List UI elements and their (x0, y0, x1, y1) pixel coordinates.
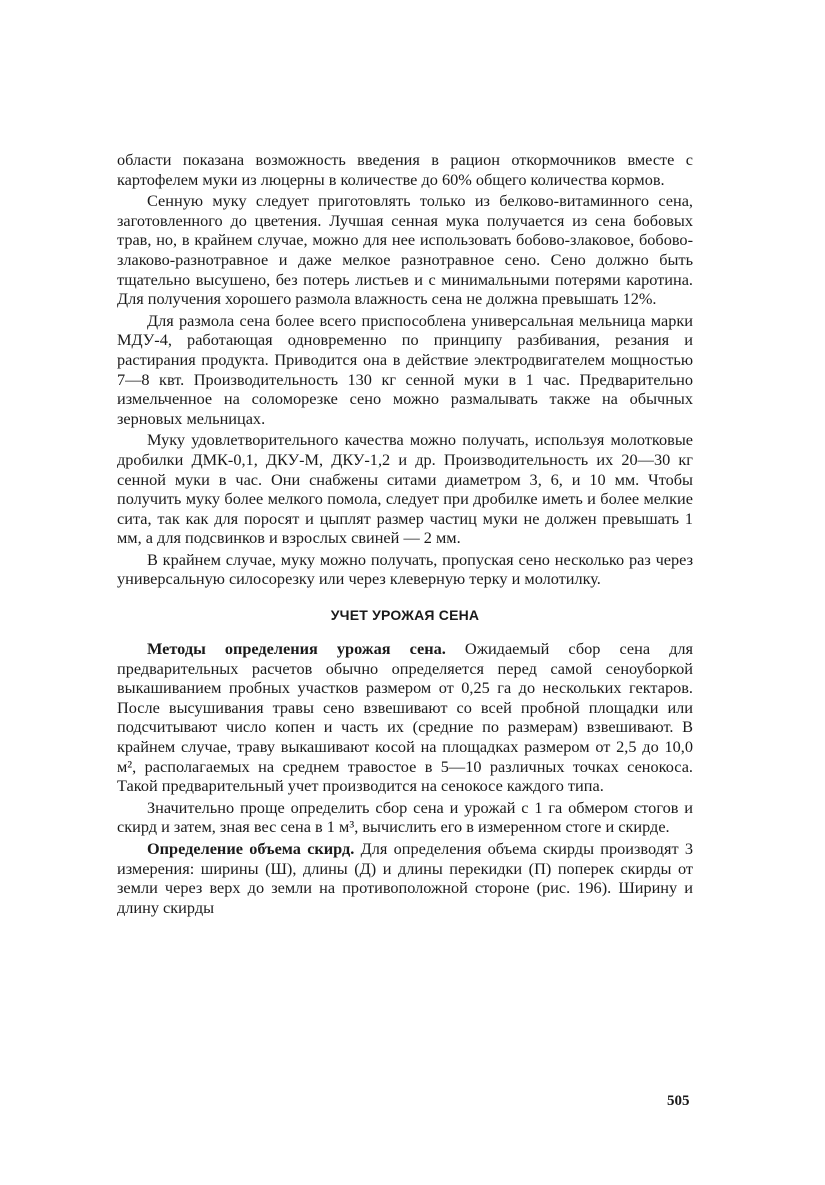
paragraph-5: В крайнем случае, муку можно получать, пропуская сено несколько раз через универсальную силосорезку или через клеверную терку и молотилку. (117, 549, 693, 589)
paragraph-3: Для размола сена более всего приспособлена универсальная мельница марки МДУ-4, работающая одновременно по принципу разбивания, резания и растирания продукта. Приводится она в действие электродвигателем мощностью 7—8 квт. Производительность 130 кг сенной муки в 1 час. Предварительно измельченное на соломорезке сено можно размалывать также на обычных зерновых мельницах. (117, 310, 693, 428)
paragraph-7 (117, 798, 693, 837)
paragraph-6-lead: Методы определения урожая сена. (147, 639, 446, 659)
paragraph-7-text: Значительно проще определить сбор сена и урожай с 1 га обмером стогов и скирд и затем, зная вес сена в 1 м³, вычислить его в измеренном стоге и скирде. (117, 797, 693, 837)
section-heading: УЧЕТ УРОЖАЯ СЕНА (330, 607, 480, 624)
paragraph-2: Сенную муку следует приготовлять только из белково-витаминного сена, заготовленного до цветения. Лучшая сенная мука получается из сена бобовых трав, но, в крайнем случае, можно для нее использовать бобово-злаковое, бобово-злаково-разнотравное и даже мелкое разнотравное сено. Сено должно быть тщательно высушено, без потерь листьев и с минимальными потерями каротина. Для получения хорошего размола влажность сена не должна превышать 12%. (117, 191, 693, 309)
paragraph-1: области показана возможность введения в рацион откормочников вместе с картофелем муки из люцерны в количестве до 60% общего количества кормов. (117, 150, 693, 189)
paragraph-8-lead: Определение объема скирд. (147, 839, 355, 858)
paragraph-6 (117, 639, 693, 796)
page-number: 505 (667, 1093, 690, 1109)
paragraph-8-text: Для определения объема скирды производят 3 измерения: ширины (Ш), длины (Д) и длины перекидки (П) поперек скирды от земли через верх до земли на противоположной стороне (рис. 196). Ширину и длину скирды (117, 839, 693, 917)
paragraph-4: Муку удовлетворительного качества можно получать, используя молотковые дробилки ДМК-0,1, ДКУ-М, ДКУ-1,2 и др. Производительность их 20—30 кг сенной муки в час. Они снабжены ситами диаметром 3, 6, и 10 мм. Чтобы получить муку более мелкого помола, следует при дробилке иметь и более мелкие сита, так как для поросят и цыплят размер частиц муки не должен превышать 1 мм, а для подсвинков и взрослых свиней — 2 мм. (117, 430, 693, 548)
page-body (117, 150, 693, 917)
paragraph-6-text: Ожидаемый сбор сена для предварительных расчетов обычно определяется перед самой сеноуборкой выкашиванием пробных участков размером от 0,25 га до нескольких гектаров. После высушивания травы сено взвешивают со всей пробной площадки или подсчитывают число копен и часть их (средние по размерам) взвешивают. В крайнем случае, траву выкашивают косой на площадках размером от 2,5 до 10,0 м², располагаемых на среднем травостое в 5—10 различных точках сенокоса. Такой предварительный учет производится на сенокосе каждого типа. (117, 639, 694, 796)
paragraph-8 (117, 839, 693, 917)
